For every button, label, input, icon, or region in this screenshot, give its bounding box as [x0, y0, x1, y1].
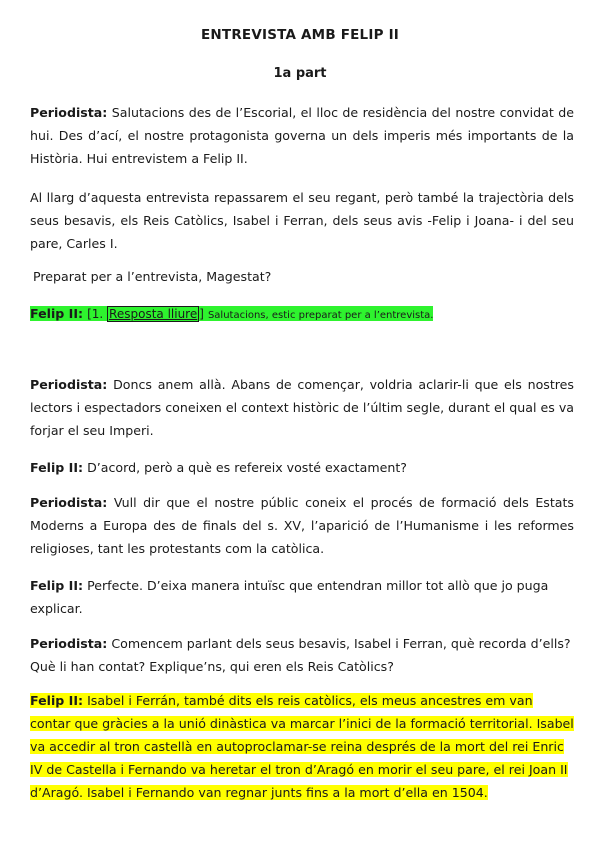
paragraph-text: Doncs anem allà. Abans de començar, voldria aclarir-li que els nostres lectors i espectadors coneixen el context històric de l’últim segle, durant el qual es va forjar el seu Imperi. — [30, 377, 574, 438]
speaker-label: Felip II: — [30, 460, 84, 475]
paragraph-text: Perfecte. D’eixa manera intuïsc que entendran millor tot allò que jo puga explicar. — [30, 578, 549, 616]
answer-catholic-monarchs — [30, 689, 574, 804]
speaker-label: Periodista: — [30, 105, 108, 120]
paragraph-text: Salutacions des de l’Escorial, el lloc de residència del nostre convidat de hui. Des d’ací, el nostre protagonista governa un dels imperis més importants de la Història. Hui entrevistem a Felip II. — [30, 105, 574, 166]
answer-text: Salutacions, estic preparat per a l’entrevista. — [207, 310, 434, 321]
speaker-label: Felip II: — [30, 578, 84, 593]
paragraph-text: Comencem parlant dels seus besavis, Isabel i Ferran, què recorda d’ells? Què li han contat? Explique’ns, qui eren els Reis Catòlics? — [30, 636, 571, 674]
paragraph-text: Vull dir que el nostre públic coneix el procés de formació dels Estats Moderns a Europa des de finals del s. XV, l’aparició de l’Humanisme i les reformes religioses, tant les protestants com la catòlica. — [30, 495, 574, 556]
answer-perfect — [30, 574, 574, 620]
paragraph-context-question — [30, 373, 574, 442]
speaker-label: Periodista: — [30, 377, 108, 392]
answer-ready — [30, 302, 574, 327]
highlighted-answer — [30, 693, 574, 800]
paragraph-intro — [30, 101, 574, 170]
paragraph-public-knowledge — [30, 491, 574, 560]
paragraph-text: D’acord, però a què es refereix vosté exactament? — [87, 460, 407, 475]
document-subtitle: 1a part — [273, 66, 327, 81]
speaker-label: Felip II: — [30, 693, 84, 708]
paragraph-text: Isabel i Ferrán, també dits els reis catòlics, els meus ancestres em van contar que gràcies a la unió dinàstica va marcar l’inici de la formació territorial. Isabel va accedir al tron castellà en autoproclamar-se reina després de la mort del rei Enric IV de Castella i Fernando va heretar el tron d’Aragó en morir el seu pare, el rei Joan II d’Aragó. Isabel i Fernando van regnar junts fins a la mort d’ella en 1504. — [30, 693, 574, 800]
paragraph-grandparents-question — [30, 632, 574, 678]
speaker-label: Periodista: — [30, 495, 108, 510]
speaker-label: Felip II: — [30, 306, 84, 321]
paragraph-text: Preparat per a l’entrevista, Magestat? — [33, 269, 272, 284]
answer-clarify — [30, 456, 574, 479]
paragraph-text: Al llarg d’aquesta entrevista repassarem el seu regant, però també la trajectòria dels seus besavis, els Reis Catòlics, Isabel i Ferran, dels seus avis -Felip i Joana- i del seu pare, Carles I. — [30, 190, 574, 251]
paragraph-question-ready — [33, 265, 577, 288]
free-response-field[interactable]: Resposta lliure — [109, 307, 198, 321]
paragraph-context — [30, 186, 574, 255]
highlighted-answer — [30, 306, 433, 321]
speaker-label: Periodista: — [30, 636, 108, 651]
response-tag: [1. Resposta lliure ] — [87, 307, 204, 321]
document-title: ENTREVISTA AMB FELIP II — [200, 27, 400, 43]
